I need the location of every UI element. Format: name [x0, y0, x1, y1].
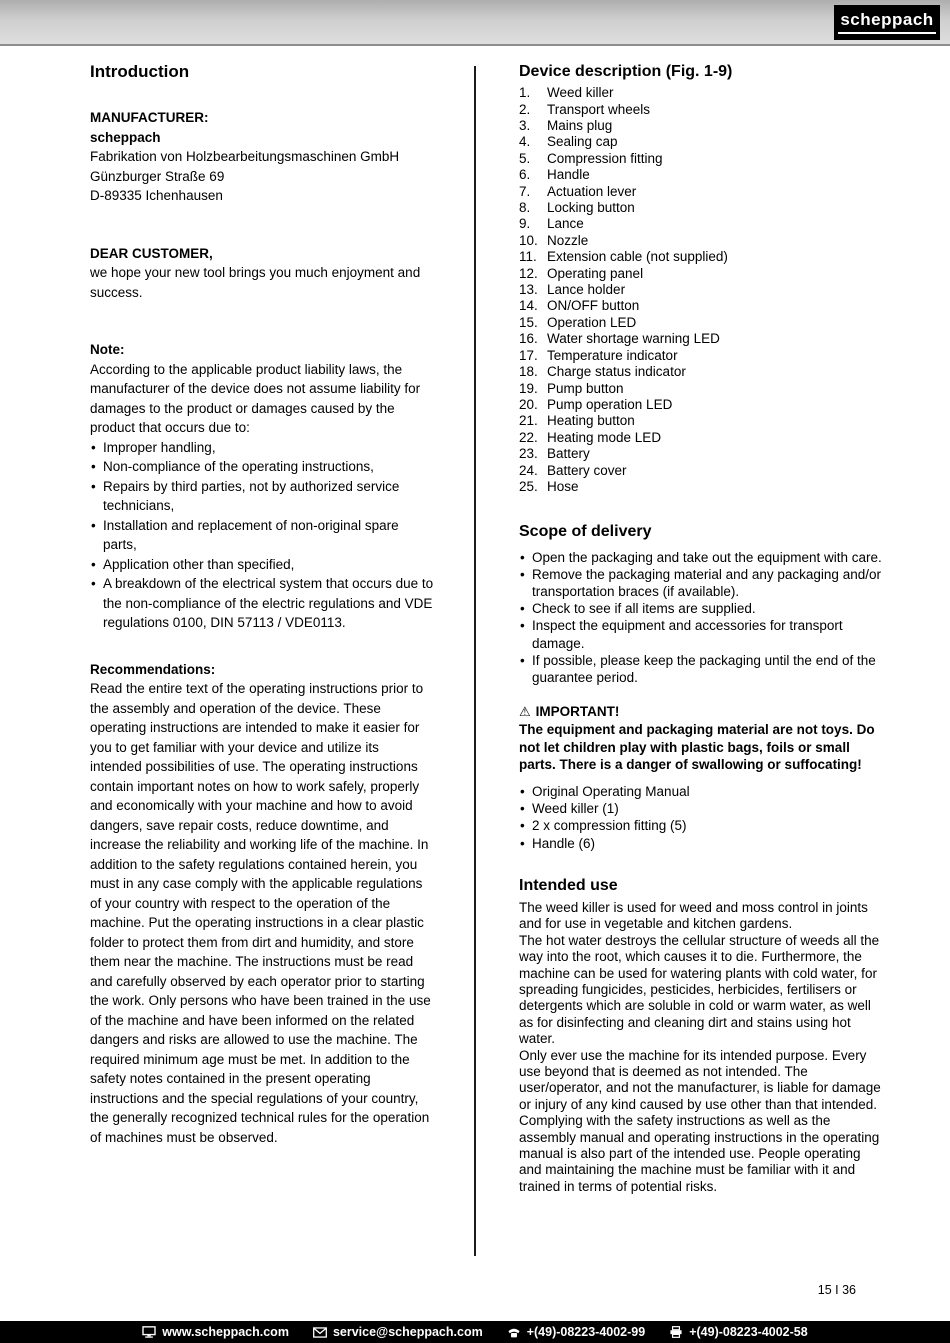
- recommendations-text: Read the entire text of the operating instructions prior to the assembly and operation of the device. These operating instructions are intended to make it easier for you to get familiar with your device and utilize its intended possibilities of use. The operating instructions contain important notes on how to work safely, properly and economically with your machine and how to avoid dangers, save repair costs, reduce downtime, and increase the reliability and working life of the machine. In addition to the safety regulations contained herein, you must in any case comply with the applicable regulations of your country with respect to the operation of the machine. Put the operating instructions in a clear plastic folder to protect them from dirt and humidity, and store them near the machine. The instructions must be read and carefully observed by each operator prior to starting the work. Only persons who have been trained in the use of the machine and have been informed on the related dangers and risks are allowed to use the machine. The required minimum age must be met. In addition to the safety notes contained in the present operating instructions and the special regulations of your country, the generally recognized technical rules for the operation of machines must be observed.: [90, 681, 431, 1145]
- device-list-item: [519, 200, 883, 216]
- device-item-number: 12.: [519, 265, 538, 281]
- device-item-label: Battery cover: [547, 462, 627, 478]
- important-bullet-list: [519, 783, 883, 852]
- device-item-number: 19.: [519, 380, 538, 396]
- device-item-label: Charge status indicator: [547, 364, 686, 380]
- device-item-number: 21.: [519, 413, 538, 429]
- header-bar: [0, 0, 950, 46]
- important-heading: [519, 703, 883, 721]
- device-item-number: 14.: [519, 298, 538, 314]
- address-line: Günzburger Straße 69: [90, 168, 225, 184]
- introduction-title: Introduction: [90, 62, 190, 81]
- manufacturer-block: [90, 108, 434, 206]
- manufacturer-label: MANUFACTURER:: [90, 110, 209, 126]
- intended-use-text: [519, 900, 883, 1195]
- footer-website: [142, 1325, 289, 1339]
- device-item-label: Pump button: [547, 380, 624, 396]
- device-item-number: 16.: [519, 331, 538, 347]
- device-item-label: Pump operation LED: [547, 396, 673, 412]
- device-item-number: 8.: [519, 200, 531, 216]
- scope-bullet-list: [519, 549, 883, 687]
- device-item-label: Weed killer: [547, 85, 614, 101]
- footer-phone: [507, 1325, 646, 1339]
- device-item-number: 20.: [519, 396, 538, 412]
- device-item-number: 15.: [519, 314, 538, 330]
- email-icon: [313, 1327, 327, 1338]
- important-block: [519, 703, 883, 852]
- device-item-number: 22.: [519, 429, 538, 445]
- scope-bullet-item: • Open the packaging and take out the equipment with care.: [519, 549, 883, 566]
- device-list-item: [519, 85, 883, 101]
- scope-of-delivery-title: Scope of delivery: [519, 523, 652, 541]
- manufacturer-name: scheppach: [90, 129, 161, 145]
- intended-use-paragraph: The weed killer is used for weed and moss control in joints and for use in vegetable and kitchen gardens.: [519, 899, 868, 932]
- device-item-number: 17.: [519, 347, 538, 363]
- fax-icon: [669, 1326, 683, 1338]
- footer-fax: [669, 1325, 808, 1339]
- device-list-item: [519, 430, 883, 446]
- device-list-item: [519, 463, 883, 479]
- page-number: 15 I 36: [817, 1283, 856, 1297]
- device-list-item: [519, 167, 883, 183]
- device-item-label: Locking button: [547, 200, 635, 216]
- device-item-label: Handle: [547, 167, 590, 183]
- device-item-label: Hose: [547, 478, 579, 494]
- device-list-item: [519, 298, 883, 314]
- device-item-label: Transport wheels: [547, 101, 651, 117]
- device-item-number: 5.: [519, 150, 531, 166]
- note-bullet-item: • Installation and replacement of non-original spare parts,: [90, 516, 434, 555]
- device-list-item: [519, 134, 883, 150]
- device-item-number: 7.: [519, 183, 531, 199]
- device-description-title: Device description (Fig. 1-9): [519, 63, 733, 80]
- intended-use-title: Intended use: [519, 876, 618, 894]
- address-line: Fabrikation von Holzbearbeitungsmaschinen GmbH: [90, 149, 400, 165]
- note-bullet-item: • Application other than specified,: [90, 555, 434, 575]
- device-item-number: 2.: [519, 101, 531, 117]
- device-item-label: Extension cable (not supplied): [547, 249, 728, 265]
- footer-phone-text: +(49)-08223-4002-99: [526, 1325, 646, 1339]
- device-list-item: [519, 446, 883, 462]
- device-list-item: [519, 364, 883, 380]
- important-bullet-item: • Handle (6): [519, 835, 883, 852]
- important-bullet-item: • 2 x compression fitting (5): [519, 817, 883, 834]
- device-list-item: [519, 348, 883, 364]
- device-item-number: 3.: [519, 118, 531, 133]
- dear-customer-label: DEAR CUSTOMER,: [90, 245, 213, 261]
- note-intro: According to the applicable product liability laws, the manufacturer of the device does not assume liability for damages to the product or damages caused by the product that occurs due to:: [90, 361, 421, 436]
- device-item-label: Heating button: [547, 413, 635, 429]
- note-bullet-list: [90, 438, 434, 633]
- device-list-item: [519, 216, 883, 232]
- device-item-number: 23.: [519, 446, 538, 462]
- scope-bullet-item: • Remove the packaging material and any packaging and/or transportation braces (if available).: [519, 566, 883, 600]
- intended-use-paragraph: The hot water destroys the cellular structure of weeds all the way into the root, which causes it to die. Furthermore, the machine can be used for watering plants with cold water, for spreading fungicides, pesticides, herbicides, fertilisers or detergents which are soluble in cold or warm water, as well as for disinfecting and cleaning dirt and stains using hot water.: [519, 932, 880, 1047]
- right-column: [519, 62, 883, 1195]
- footer-email-text: service@scheppach.com: [332, 1325, 483, 1339]
- left-column: [90, 62, 434, 1147]
- dear-customer-block: [90, 244, 434, 303]
- note-bullet-item: • A breakdown of the electrical system that occurs due to the non-compliance of the electric regulations and VDE regulations 0100, DIN 57113 / VDE0113.: [90, 574, 434, 633]
- footer-bar: [0, 1321, 950, 1343]
- device-list-item: [519, 102, 883, 118]
- scope-bullet-item: • Inspect the equipment and accessories for transport damage.: [519, 617, 883, 651]
- recommendations-block: [90, 660, 434, 1148]
- device-list-item: [519, 282, 883, 298]
- manufacturer-address: [90, 147, 434, 206]
- note-bullet-item: • Non-compliance of the operating instructions,: [90, 457, 434, 477]
- device-list: [519, 85, 883, 495]
- device-list-item: [519, 184, 883, 200]
- scope-bullet-item: • If possible, please keep the packaging until the end of the guarantee period.: [519, 652, 883, 686]
- device-list-item: [519, 331, 883, 347]
- device-item-number: 13.: [519, 282, 538, 298]
- device-item-label: Lance: [547, 216, 584, 232]
- note-bullet-item: • Improper handling,: [90, 438, 434, 458]
- device-item-number: 18.: [519, 364, 538, 380]
- note-label: Note:: [90, 342, 125, 358]
- intended-use-paragraph: Complying with the safety instructions as well as the assembly manual and operating instructions in the operating manual is also part of the intended use. People operating and maintaining the machine must be familiar with it and trained in terms of potential risks.: [519, 1113, 880, 1194]
- scope-bullet-item: • Check to see if all items are supplied.: [519, 600, 883, 617]
- device-item-label: Water shortage warning LED: [547, 331, 720, 347]
- device-item-number: 9.: [519, 216, 531, 232]
- device-item-label: Mains plug: [547, 118, 613, 133]
- device-list-item: [519, 249, 883, 265]
- device-item-label: Battery: [547, 446, 590, 462]
- device-item-label: Heating mode LED: [547, 429, 662, 445]
- device-list-item: [519, 315, 883, 331]
- device-item-label: Operating panel: [547, 265, 644, 281]
- logo-text: scheppach: [838, 11, 935, 34]
- column-divider: [474, 66, 476, 1256]
- important-bullet-item: • Original Operating Manual: [519, 783, 883, 800]
- device-list-item: [519, 381, 883, 397]
- device-list-item: [519, 479, 883, 495]
- note-block: [90, 340, 434, 633]
- device-list-item: [519, 233, 883, 249]
- footer-email: [313, 1325, 483, 1339]
- device-item-label: Lance holder: [547, 282, 626, 298]
- device-item-number: 11.: [519, 249, 537, 265]
- warning-icon: ⚠: [519, 705, 531, 721]
- device-item-number: 24.: [519, 462, 538, 478]
- dear-customer-text: we hope your new tool brings you much enjoyment and success.: [90, 265, 421, 300]
- device-item-label: Temperature indicator: [547, 347, 678, 363]
- footer-website-text: www.scheppach.com: [162, 1325, 289, 1339]
- device-list-item: [519, 151, 883, 167]
- device-item-label: ON/OFF button: [547, 298, 640, 314]
- intended-use-paragraph: Only ever use the machine for its intended purpose. Every use beyond that is deemed as not intended. The user/operator, and not the manufacturer, is liable for damage or injury of any kind caused by use other than that intended.: [519, 1047, 881, 1112]
- device-item-number: 6.: [519, 167, 531, 183]
- important-bullet-item: • Weed killer (1): [519, 800, 883, 817]
- device-list-item: [519, 413, 883, 429]
- device-item-number: 10.: [519, 232, 538, 248]
- phone-icon: [507, 1326, 521, 1338]
- important-text: The equipment and packaging material are not toys. Do not let children play with plastic bags, foils or small parts. There is a danger of swallowing or suffocating!: [519, 722, 875, 772]
- device-item-number: 4.: [519, 134, 531, 150]
- device-item-label: Sealing cap: [547, 134, 618, 150]
- device-item-label: Operation LED: [547, 314, 637, 330]
- device-item-label: Nozzle: [547, 232, 589, 248]
- recommendations-label: Recommendations:: [90, 661, 216, 677]
- device-item-number: 25.: [519, 478, 538, 494]
- computer-icon: [142, 1326, 156, 1338]
- device-list-item: [519, 397, 883, 413]
- scheppach-logo: [834, 5, 940, 40]
- address-line: D-89335 Ichenhausen: [90, 188, 223, 204]
- device-item-label: Actuation lever: [547, 183, 637, 199]
- device-item-label: Compression fitting: [547, 150, 663, 166]
- device-list-item: [519, 118, 883, 134]
- note-bullet-item: • Repairs by third parties, not by authorized service technicians,: [90, 477, 434, 516]
- device-item-number: 1.: [519, 85, 531, 101]
- device-list-item: [519, 266, 883, 282]
- important-label: IMPORTANT!: [535, 704, 620, 720]
- footer-fax-text: +(49)-08223-4002-58: [689, 1325, 808, 1339]
